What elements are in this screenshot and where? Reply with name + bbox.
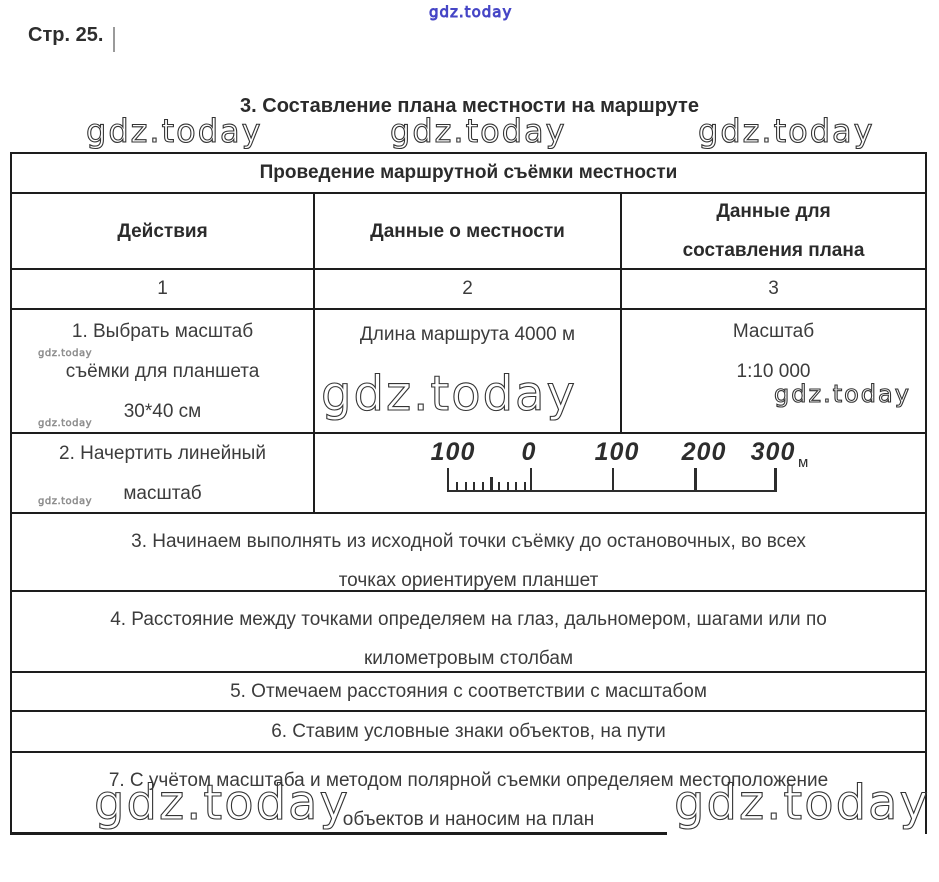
row2-action-line1: 2. Начертить линейный — [59, 443, 266, 464]
watermark-bottom-right: gdz.today — [674, 775, 930, 831]
row7-line2: объектов и наносим на план — [342, 809, 595, 830]
col-number-1 — [12, 270, 315, 308]
page-number-label: Стр. 25. — [28, 24, 104, 46]
row6-text: 6. Ставим условные знаки объектов, на пути — [271, 720, 666, 742]
watermark-left: gdz.today — [86, 112, 263, 150]
row1-action-cell — [12, 310, 315, 432]
header-actions — [12, 194, 315, 268]
scale-label-100-left: 100 — [430, 438, 476, 466]
scale-label-300: 300 — [750, 438, 796, 466]
table-row-2 — [12, 434, 925, 514]
header-plan-label-line1: Данные для — [716, 201, 831, 222]
header-terrain-data — [315, 194, 622, 268]
scale-tick — [530, 468, 532, 492]
watermark-right: gdz.today — [698, 112, 875, 150]
scale-tick — [694, 468, 697, 492]
watermark-row1-terrain: gdz.today — [321, 366, 577, 422]
watermark-tiny-1: gdz.today — [38, 348, 93, 359]
col-number-2-label: 2 — [462, 278, 473, 299]
scale-tick — [515, 482, 517, 492]
table-bottom-border — [10, 832, 667, 835]
scale-tick — [498, 482, 500, 492]
text-cursor — [113, 27, 115, 52]
scale-tick — [482, 482, 484, 492]
watermark-top: gdz.today — [429, 3, 513, 21]
row1-plan-line1: Масштаб — [732, 321, 815, 342]
table-title-row — [12, 154, 925, 194]
row1-action-line2: съёмки для планшета — [65, 361, 260, 382]
page-title: 3. Составление плана местности на маршруте — [240, 95, 699, 117]
table-row-1 — [12, 310, 925, 434]
watermark-bottom-left: gdz.today — [94, 775, 350, 831]
header-plan-label-line2: составления плана — [682, 240, 865, 261]
linear-scale-cell — [315, 434, 925, 512]
row3-line2: точках ориентируем планшет — [338, 570, 599, 591]
scale-tick — [612, 468, 614, 492]
watermark-row1-plan: gdz.today — [774, 380, 911, 408]
watermark-center: gdz.today — [390, 112, 567, 150]
scale-tick — [524, 482, 526, 492]
scale-label-100-right: 100 — [594, 438, 640, 466]
row1-terrain-text: Длина маршрута 4000 м — [359, 324, 576, 345]
scale-tick — [456, 482, 458, 492]
row1-plan-line2: 1:10 000 — [736, 361, 811, 382]
row4-line1: 4. Расстояние между точками определяем на глаз, дальномером, шагами или по — [110, 609, 827, 630]
scale-label-0: 0 — [521, 438, 537, 466]
row4-text — [12, 592, 925, 671]
scale-tick — [473, 482, 475, 492]
scale-tick — [490, 477, 493, 492]
table-row-5 — [12, 673, 925, 712]
column-numbers-row — [12, 270, 925, 310]
row1-plan-cell — [622, 310, 925, 432]
header-plan-data — [622, 194, 925, 268]
scale-label-200: 200 — [681, 438, 727, 466]
row1-action-text — [12, 310, 313, 432]
table-row-4 — [12, 592, 925, 673]
scale-tick — [774, 468, 777, 492]
row1-terrain-cell — [315, 310, 622, 432]
row2-action-cell — [12, 434, 315, 512]
row4-line2: километровым столбам — [363, 648, 574, 669]
table-header-row — [12, 194, 925, 270]
table-title: Проведение маршрутной съёмки местности — [259, 162, 678, 183]
scale-tick — [465, 482, 467, 492]
watermark-tiny-3: gdz.today — [38, 496, 93, 507]
header-actions-label: Действия — [117, 220, 208, 242]
scale-unit-label: м — [798, 454, 809, 471]
row1-action-line1: 1. Выбрать масштаб — [71, 321, 254, 342]
table-row-7 — [12, 753, 930, 834]
row1-action-line3: 30*40 см — [123, 401, 202, 422]
table-row-3 — [12, 514, 925, 592]
header-terrain-label: Данные о местности — [370, 220, 565, 242]
col-number-3-label: 3 — [768, 278, 779, 299]
watermark-tiny-2: gdz.today — [38, 418, 93, 429]
col-number-2 — [315, 270, 622, 308]
scale-tick — [507, 482, 509, 492]
row5-text: 5. Отмечаем расстояния с соответствии с масштабом — [230, 680, 707, 702]
table-row-6 — [12, 712, 925, 753]
scale-tick — [447, 468, 449, 492]
col-number-3 — [622, 270, 925, 308]
row3-line1: 3. Начинаем выполнять из исходной точки съёмку до остановочных, во всех — [131, 531, 806, 552]
row7-line1: 7. С учётом масштаба и методом полярной съемки определяем местоположение — [108, 770, 829, 791]
row2-action-line2: масштаб — [123, 483, 202, 504]
col-number-1-label: 1 — [157, 278, 168, 299]
survey-table — [10, 152, 930, 834]
row3-text — [12, 514, 925, 590]
